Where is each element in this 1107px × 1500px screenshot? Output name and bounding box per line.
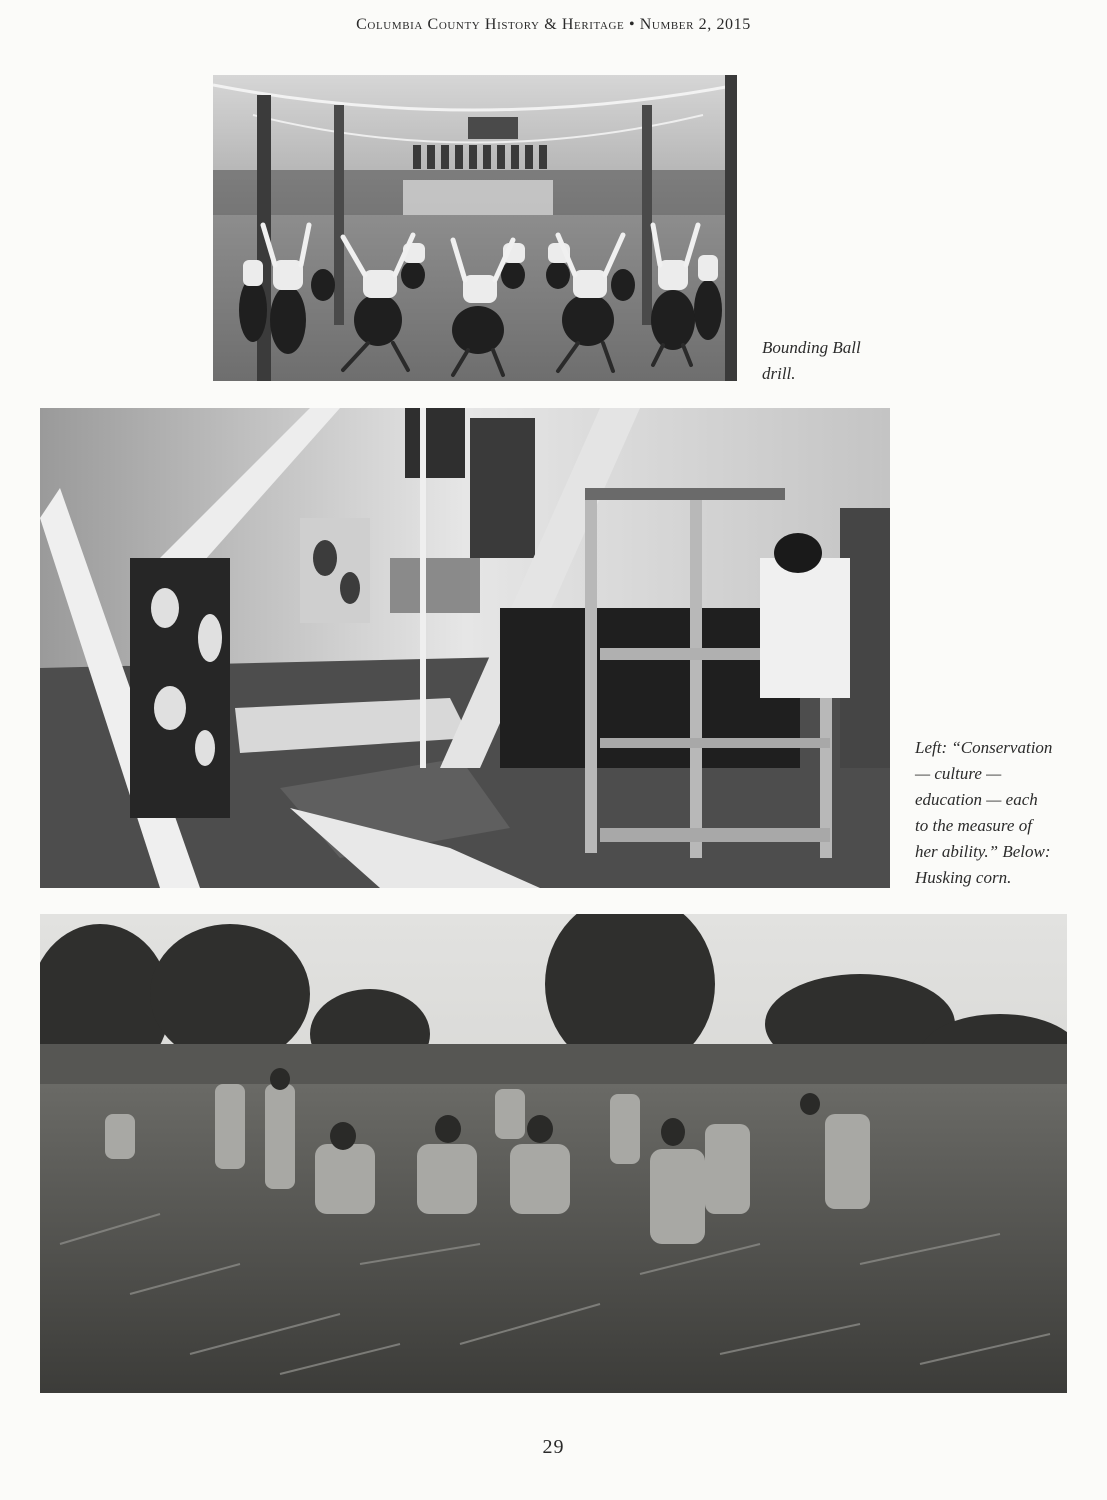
- photo-bounding-ball-drill: [213, 75, 737, 381]
- caption-line: her ability.” Below:: [915, 842, 1051, 861]
- caption-line: Bounding Ball: [762, 338, 861, 357]
- weaving-photo-image: [40, 408, 890, 888]
- photo-husking-corn: [40, 914, 1067, 1393]
- caption-line: education — each: [915, 790, 1038, 809]
- caption-drill: [762, 335, 861, 387]
- corn-photo-image: [40, 914, 1067, 1393]
- caption-line: to the measure of: [915, 816, 1032, 835]
- photo-weaving-room: [40, 408, 890, 888]
- caption-line: drill.: [762, 364, 796, 383]
- caption-line: Husking corn.: [915, 868, 1012, 887]
- caption-line: Left: “Conservation: [915, 738, 1053, 757]
- running-head: Columbia County History & Heritage • Number 2, 2015: [356, 16, 751, 33]
- page-number: 29: [542, 1436, 565, 1458]
- caption-line: — culture —: [915, 764, 1002, 783]
- caption-weaving: [915, 735, 1052, 891]
- drill-photo-image: [213, 75, 737, 381]
